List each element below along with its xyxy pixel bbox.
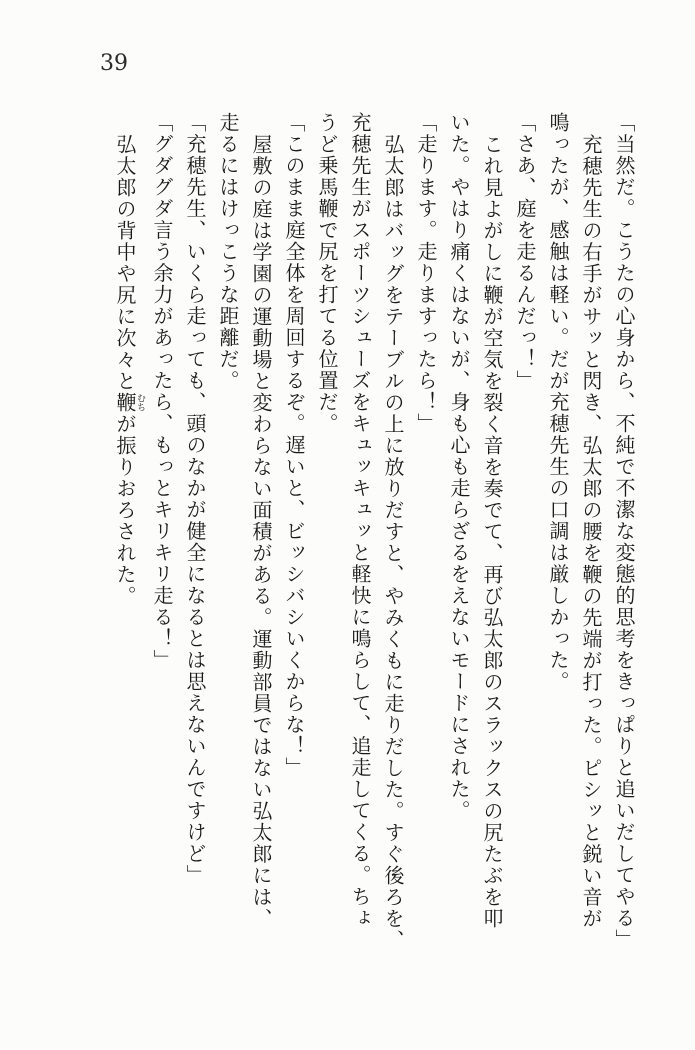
text-line: 「さあ、庭を走るんだっ！」 xyxy=(513,112,537,392)
text-line: 弘太郎の背中や尻に次々と鞭むちが振りおろされた。 xyxy=(113,133,145,607)
ruby-annotated-word: 鞭むち xyxy=(113,391,145,413)
text-line: 屋敷の庭は学園の運動場と変わらない面積がある。運動部員ではない弘太郎には、 xyxy=(249,133,273,929)
page-number: 39 xyxy=(100,51,128,76)
text-line: 「このまま庭全体を周回するぞ。遅いと、ビッシバシいくからな！」 xyxy=(282,112,306,779)
text-line: 走るにはけっこうな距離だ。 xyxy=(216,112,240,392)
text-line: 「充穂先生、いくら走っても、頭のなかが健全になるとは思えないんですけど」 xyxy=(183,112,207,886)
text-line: 「当然だ。こうたの心身から、不純で不潔な変態的思考をきっぱりと追いだしてやる」 xyxy=(612,112,636,951)
text-line: 「走ります。走りますったら！」 xyxy=(414,112,438,435)
text-line: 充穂先生がスポーツシューズをキュッキュッと軽快に鳴らして、追走してくる。ちょ xyxy=(348,112,372,929)
text-block xyxy=(108,112,640,957)
text-line: 「グダグダ言う余力があったら、もっとキリキリ走る！」 xyxy=(150,112,174,671)
text-line: 鳴ったが、感触は軽い。だが充穂先生の口調は厳しかった。 xyxy=(546,112,570,693)
text-line: 弘太郎はバッグをテーブルの上に放りだすと、やみくもに走りだした。すぐ後ろを、 xyxy=(381,133,405,951)
text-line: これ見よがしに鞭が空気を裂く音を奏でて、再び弘太郎のスラックスの尻たぶを叩 xyxy=(480,133,504,929)
text-line: いた。やはり痛くはないが、身も心も走らざるをえないモードにされた。 xyxy=(447,112,471,822)
text-line: うど乗馬鞭で尻を打てる位置だ。 xyxy=(315,112,339,435)
text-line: 充穂先生の右手がサッと閃き、弘太郎の腰を鞭の先端が打った。ピシッと鋭い音が xyxy=(579,133,603,929)
